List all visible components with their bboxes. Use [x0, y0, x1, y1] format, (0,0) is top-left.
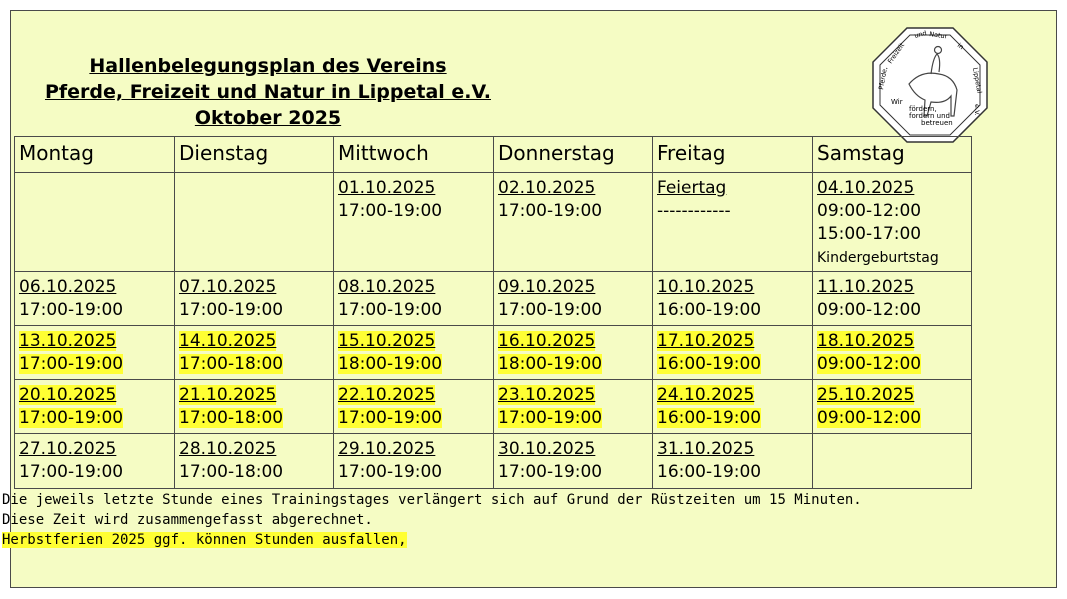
- cell-date: 17.10.2025: [657, 331, 755, 351]
- cell-date: 21.10.2025: [179, 385, 277, 405]
- note-holidays: [2, 531, 407, 550]
- cell-time: 09:00-12:00: [817, 300, 922, 320]
- cell-time: 17:00-19:00: [338, 300, 443, 320]
- cell-time: 17:00-19:00: [498, 300, 603, 320]
- cell-date: 06.10.2025: [19, 277, 117, 297]
- day-cell: [334, 434, 494, 489]
- cell-time: 16:00-19:00: [657, 408, 762, 428]
- cell-time: 18:00-19:00: [498, 354, 603, 374]
- cell-date: 14.10.2025: [179, 331, 277, 351]
- header-mittwoch: Mittwoch: [334, 137, 494, 173]
- header-samstag: Samstag: [813, 137, 972, 173]
- table-row: [15, 173, 972, 272]
- day-cell: [15, 380, 175, 434]
- cell-time: 17:00-18:00: [179, 462, 284, 482]
- day-cell: [15, 326, 175, 380]
- cell-time: 09:00-12:00: [817, 201, 922, 221]
- day-cell: [175, 173, 334, 272]
- day-cell: [813, 434, 972, 489]
- cell-time: 17:00-19:00: [19, 354, 124, 374]
- header-row: [15, 137, 972, 173]
- cell-date: 04.10.2025: [817, 178, 915, 198]
- cell-date: 16.10.2025: [498, 331, 596, 351]
- cell-date: 31.10.2025: [657, 439, 755, 459]
- cell-date: 07.10.2025: [179, 277, 277, 297]
- logo-word-6: Lippetal: [971, 66, 984, 94]
- cell-time: 17:00-19:00: [179, 300, 284, 320]
- day-cell: [494, 173, 653, 272]
- header-donnerstag: Donnerstag: [494, 137, 653, 173]
- table-row: [15, 326, 972, 380]
- plan-title: Hallenbelegungsplan des Vereins: [89, 55, 447, 77]
- table-row: [15, 434, 972, 489]
- cell-date: 28.10.2025: [179, 439, 277, 459]
- day-cell: [813, 173, 972, 272]
- cell-date: 10.10.2025: [657, 277, 755, 297]
- day-cell: [334, 272, 494, 326]
- logo-word-7: e.V.: [973, 104, 981, 116]
- cell-time: 17:00-19:00: [338, 408, 443, 428]
- cell-date: 22.10.2025: [338, 385, 436, 405]
- day-cell: [494, 380, 653, 434]
- day-cell: [334, 326, 494, 380]
- note-holidays-text: Herbstferien 2025 ggf. können Stunden ausfallen,: [2, 532, 407, 548]
- cell-date: 02.10.2025: [498, 178, 596, 198]
- cell-time: 17:00-19:00: [338, 462, 443, 482]
- club-logo-icon: [869, 24, 991, 146]
- cell-date: 13.10.2025: [19, 331, 117, 351]
- cell-date: 18.10.2025: [817, 331, 915, 351]
- day-cell: [653, 434, 813, 489]
- note-setup-time: Die jeweils letzte Stunde eines Trainingstages verlängert sich auf Grund der Rüstzeiten um 15 Minuten.: [2, 492, 862, 508]
- cell-date: 20.10.2025: [19, 385, 117, 405]
- cell-date: 23.10.2025: [498, 385, 596, 405]
- cell-time: 18:00-19:00: [338, 354, 443, 374]
- day-cell: [813, 380, 972, 434]
- cell-time: 17:00-19:00: [19, 300, 124, 320]
- cell-time: 17:00-19:00: [498, 201, 603, 221]
- day-cell: [334, 173, 494, 272]
- cell-time: 17:00-19:00: [498, 462, 603, 482]
- day-cell: [175, 272, 334, 326]
- day-cell: [494, 272, 653, 326]
- table-row: [15, 272, 972, 326]
- cell-time: 17:00-19:00: [498, 408, 603, 428]
- cell-time: 16:00-19:00: [657, 462, 762, 482]
- month-label: Oktober 2025: [194, 107, 342, 129]
- cell-time: 09:00-12:00: [817, 354, 922, 374]
- day-cell: [15, 434, 175, 489]
- day-cell: [175, 434, 334, 489]
- day-cell: [653, 380, 813, 434]
- cell-date: 01.10.2025: [338, 178, 436, 198]
- cell-time: 15:00-17:00: [817, 224, 922, 244]
- cell-time: 16:00-19:00: [657, 300, 762, 320]
- cell-date: 29.10.2025: [338, 439, 436, 459]
- cell-time: 17:00-18:00: [179, 354, 284, 374]
- cell-time: 17:00-19:00: [19, 462, 124, 482]
- cell-date: 27.10.2025: [19, 439, 117, 459]
- day-cell: [175, 380, 334, 434]
- day-cell: [15, 173, 175, 272]
- day-cell: [653, 173, 813, 272]
- day-cell: [334, 380, 494, 434]
- header-freitag: Freitag: [653, 137, 813, 173]
- cell-time: 17:00-19:00: [338, 201, 443, 221]
- note-billing: Diese Zeit wird zusammengefasst abgerechnet.: [2, 512, 373, 528]
- club-name: Pferde, Freizeit und Natur in Lippetal e.V.: [44, 81, 491, 103]
- logo-word-2: Freizeit: [886, 41, 907, 66]
- cell-note: Kindergeburtstag: [817, 250, 939, 266]
- logo-word-1: Pferde,: [877, 66, 889, 91]
- cell-date: 24.10.2025: [657, 385, 755, 405]
- logo-line-4: betreuen: [921, 119, 953, 127]
- cell-time: 17:00-19:00: [19, 408, 124, 428]
- logo-word-3: und: [913, 29, 928, 40]
- day-cell: [175, 326, 334, 380]
- header-montag: Montag: [15, 137, 175, 173]
- logo-line-3: fordern und: [909, 112, 950, 120]
- cell-date: 11.10.2025: [817, 277, 915, 297]
- day-cell: [653, 326, 813, 380]
- schedule-table: [14, 136, 972, 489]
- cell-date: 09.10.2025: [498, 277, 596, 297]
- cell-dashes: ------------: [657, 201, 731, 221]
- cell-time: 17:00-18:00: [179, 408, 284, 428]
- cell-date: 15.10.2025: [338, 331, 436, 351]
- cell-date: 25.10.2025: [817, 385, 915, 405]
- day-cell: [653, 272, 813, 326]
- logo-word-4: Natur: [928, 30, 948, 41]
- cell-time: 16:00-19:00: [657, 354, 762, 374]
- day-cell: [494, 326, 653, 380]
- cell-date: 08.10.2025: [338, 277, 436, 297]
- cell-date: 30.10.2025: [498, 439, 596, 459]
- day-cell: [494, 434, 653, 489]
- logo-word-5: in: [955, 41, 966, 52]
- day-cell: [15, 272, 175, 326]
- logo-line-1: Wir: [891, 98, 903, 106]
- header-dienstag: Dienstag: [175, 137, 334, 173]
- logo-line-2: fördern,: [909, 105, 937, 113]
- table-row: [15, 380, 972, 434]
- day-cell: [813, 272, 972, 326]
- day-cell: [813, 326, 972, 380]
- holiday-label: Feiertag: [657, 178, 727, 198]
- cell-time: 09:00-12:00: [817, 408, 922, 428]
